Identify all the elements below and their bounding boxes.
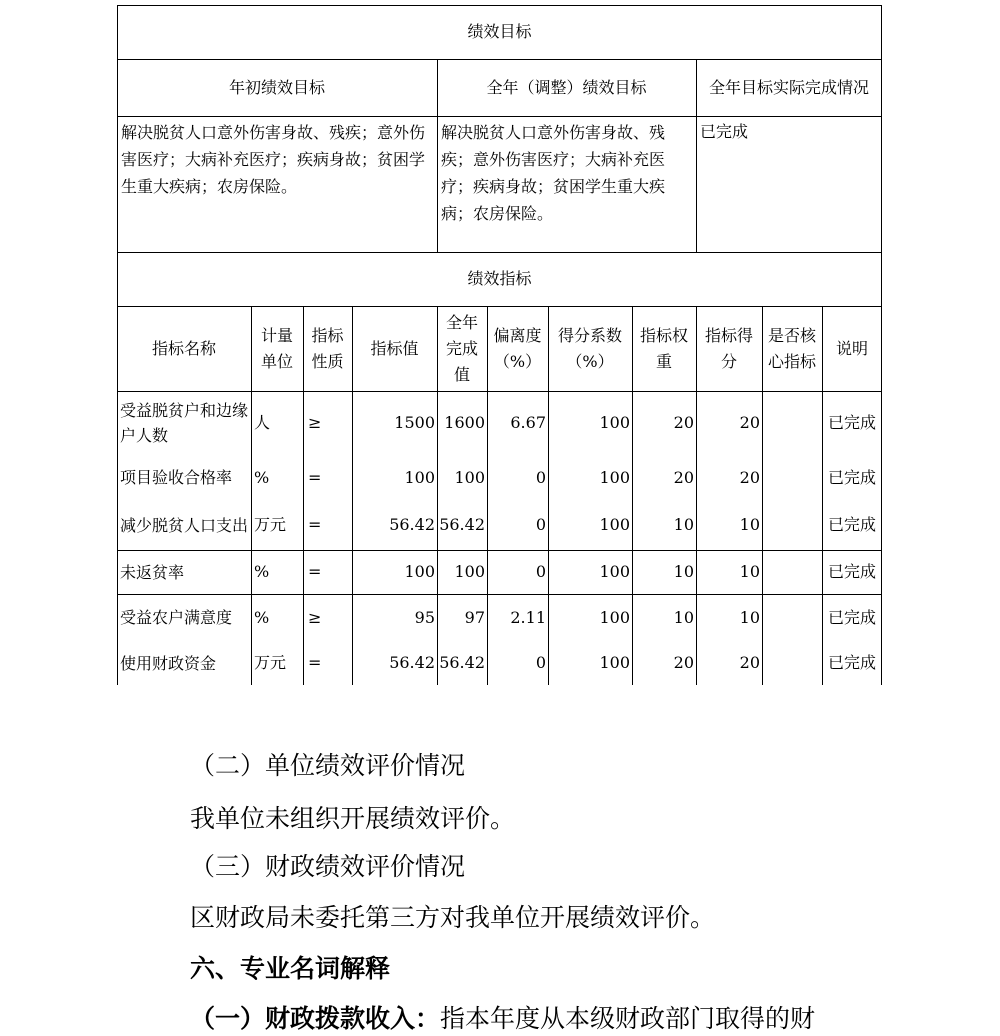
- cell-target: 1500: [394, 413, 435, 432]
- section-title-goals: 绩效目标: [467, 22, 532, 41]
- cell-deviation: 0: [535, 515, 546, 534]
- cell-unit: %: [254, 607, 270, 627]
- cell-unit: 万元: [254, 515, 287, 534]
- cell-weight: 10: [673, 607, 694, 627]
- cell-nature: =: [308, 467, 322, 487]
- cell-weight: 20: [673, 413, 694, 432]
- cell-weight: 20: [673, 653, 694, 672]
- para-unit-eval: 我单位未组织开展绩效评价。: [190, 804, 516, 833]
- col-header-target: 指标值: [370, 338, 419, 358]
- cell-note: 已完成: [827, 515, 876, 534]
- cell-unit: 人: [254, 413, 271, 432]
- cell-name: 受益脱贫户和边缘户人数: [120, 401, 249, 445]
- cell-target: 56.42: [389, 515, 435, 534]
- col-header-nature: 指标性质: [311, 325, 344, 371]
- cell-core: [762, 500, 822, 550]
- col-header-name: 指标名称: [151, 338, 216, 358]
- cell-name: 项目验收合格率: [120, 468, 233, 487]
- cell-actual: 97: [464, 607, 485, 627]
- cell-target: 56.42: [389, 653, 435, 672]
- col-header-unit: 计量单位: [260, 325, 293, 371]
- cell-deviation: 0: [535, 562, 546, 581]
- cell-unit: 万元: [254, 653, 287, 672]
- cell-nature: =: [308, 653, 322, 672]
- cell-deviation: 0: [535, 653, 546, 672]
- cell-nature: ≥: [308, 607, 322, 627]
- goal-initial-text: 解决脱贫人口意外伤害身故、残疾；意外伤害医疗；大病补充医疗；疾病身故；贫困学生重大疾病；农房保险。: [121, 123, 426, 196]
- col-header-core: 是否核心指标: [767, 325, 816, 371]
- cell-core: [762, 641, 822, 685]
- cell-core: [762, 391, 822, 455]
- cell-deviation: 2.11: [510, 607, 546, 627]
- cell-deviation: 6.67: [510, 413, 546, 432]
- cell-core: [762, 550, 822, 594]
- cell-name: 减少脱贫人口支出: [120, 515, 249, 535]
- cell-name: 使用财政资金: [120, 653, 217, 673]
- cell-nature: =: [308, 515, 322, 534]
- goal-actual-text: 已完成: [700, 122, 749, 141]
- col-header-score: 指标得分: [704, 325, 753, 371]
- cell-score: 10: [739, 515, 760, 534]
- cell-actual: 56.42: [439, 653, 485, 672]
- goal-header-actual: 全年目标实际完成情况: [708, 77, 869, 97]
- performance-table: [117, 5, 882, 685]
- cell-score: 20: [739, 413, 760, 432]
- cell-name: 未返贫率: [120, 562, 185, 582]
- cell-note: 已完成: [827, 562, 876, 581]
- col-header-actual: 全年完成值: [446, 312, 479, 384]
- cell-score: 20: [739, 467, 760, 487]
- col-header-deviation: 偏离度（%）: [493, 325, 542, 371]
- cell-weight: 10: [673, 515, 694, 534]
- cell-note: 已完成: [827, 653, 876, 672]
- cell-nature: =: [308, 562, 322, 581]
- cell-note: 已完成: [827, 467, 876, 487]
- cell-coef: 100: [599, 515, 630, 534]
- cell-unit: %: [254, 562, 270, 581]
- cell-weight: 20: [673, 467, 694, 487]
- col-header-coef: 得分系数（%）: [557, 325, 622, 371]
- section-title-indicators: 绩效指标: [467, 269, 532, 288]
- heading-terms: 六、专业名词解释: [190, 954, 391, 983]
- cell-score: 10: [739, 607, 760, 627]
- cell-name: 受益农户满意度: [120, 608, 233, 627]
- cell-coef: 100: [599, 413, 630, 432]
- cell-note: 已完成: [827, 413, 876, 432]
- cell-actual: 1600: [444, 413, 485, 432]
- goal-adjusted-text: 解决脱贫人口意外伤害身故、残疾；意外伤害医疗；大病补充医疗；疾病身故；贫困学生重大疾病；农房保险。: [441, 123, 666, 223]
- col-header-weight: 指标权重: [639, 325, 688, 371]
- cell-coef: 100: [599, 653, 630, 672]
- heading-unit-eval: （二）单位绩效评价情况: [190, 751, 466, 780]
- cell-score: 20: [739, 653, 760, 672]
- cell-target: 95: [414, 607, 435, 627]
- cell-coef: 100: [599, 562, 630, 581]
- cell-target: 100: [404, 562, 435, 581]
- cell-actual: 100: [454, 562, 485, 581]
- cell-unit: %: [254, 467, 270, 487]
- heading-finance-eval: （三）财政绩效评价情况: [190, 852, 466, 881]
- goal-header-initial: 年初绩效目标: [228, 77, 325, 97]
- cell-coef: 100: [599, 467, 630, 487]
- cell-score: 10: [739, 562, 760, 581]
- cell-actual: 56.42: [439, 515, 485, 534]
- cell-core: [762, 594, 822, 641]
- cell-note: 已完成: [827, 607, 876, 627]
- para-finance-eval: 区财政局未委托第三方对我单位开展绩效评价。: [190, 903, 716, 932]
- cell-nature: ≥: [308, 413, 322, 432]
- cell-core: [762, 455, 822, 500]
- cell-actual: 100: [454, 467, 485, 487]
- goal-header-adjusted: 全年（调整）绩效目标: [486, 77, 647, 97]
- cell-deviation: 0: [535, 467, 546, 487]
- cell-weight: 10: [673, 562, 694, 581]
- cell-target: 100: [404, 467, 435, 487]
- term-1: [190, 1003, 815, 1035]
- term-1-text: 指本年度从本级财政部门取得的财: [440, 1004, 816, 1033]
- col-header-note: 说明: [835, 338, 868, 358]
- term-1-label: （一）财政拨款收入：: [190, 1004, 441, 1033]
- cell-coef: 100: [599, 607, 630, 627]
